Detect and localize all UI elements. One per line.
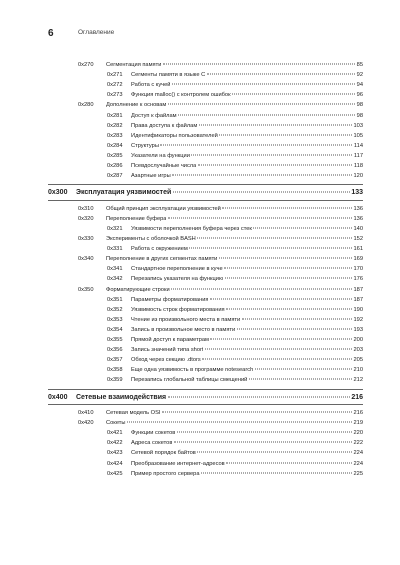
dot-leader (197, 238, 352, 239)
toc-number: 0x281 (107, 112, 123, 119)
dot-leader (226, 308, 352, 309)
toc-page: 216 (353, 410, 363, 416)
toc-number: 0x282 (107, 122, 123, 129)
toc-entry[interactable] (107, 161, 363, 171)
toc-page: 224 (353, 460, 363, 467)
toc-entry[interactable] (107, 375, 363, 385)
toc-title: Общий принцип эксплуатации уязвимостей (106, 205, 221, 212)
toc-page: 205 (353, 357, 363, 364)
page-header (48, 28, 360, 42)
toc-number: 0x284 (107, 142, 123, 149)
toc-number: 0x321 (107, 225, 123, 232)
chapter-rule (48, 404, 363, 405)
toc-number: 0x352 (107, 306, 123, 313)
toc-number: 0x320 (78, 215, 94, 222)
dot-leader (199, 124, 352, 125)
toc-entry[interactable] (78, 214, 363, 224)
dot-leader (201, 472, 352, 473)
toc-page: 187 (353, 286, 363, 293)
toc-entry[interactable] (78, 254, 363, 264)
toc-number: 0x351 (107, 296, 123, 303)
dot-leader (222, 207, 352, 208)
toc-title: Сегменты памяти в языке C (131, 72, 206, 79)
dot-leader (178, 114, 355, 115)
toc-entry[interactable] (107, 335, 363, 345)
toc-chapter[interactable] (48, 393, 363, 403)
toc-page: 98 (356, 102, 363, 109)
toc-entry[interactable] (107, 131, 363, 141)
toc-entry[interactable] (107, 448, 363, 458)
dot-leader (232, 94, 355, 95)
toc-title: Уязвимость строк форматирования (131, 306, 225, 313)
dot-leader (177, 432, 352, 433)
toc-title: Доступ к файлам (131, 112, 177, 119)
dot-leader (127, 422, 352, 423)
toc-entry[interactable] (107, 459, 363, 469)
toc-title: Идентификаторы пользователей (131, 132, 218, 139)
dot-leader (219, 134, 352, 135)
toc-number: 0x421 (107, 430, 123, 437)
toc-number: 0x283 (107, 132, 123, 139)
dot-leader (253, 227, 352, 228)
toc-title: Эксплуатация уязвимостей (76, 189, 172, 197)
toc-title: Обход через секцию .dtors (131, 357, 201, 364)
toc-page: 190 (353, 306, 363, 313)
toc-entry[interactable] (78, 60, 363, 70)
toc-entry[interactable] (107, 295, 363, 305)
toc-entry[interactable] (107, 325, 363, 335)
toc-entry[interactable] (78, 408, 363, 418)
toc-page: 120 (353, 173, 363, 180)
toc-title: Работа с окружением (131, 246, 188, 253)
dot-leader (160, 144, 352, 145)
toc-title: Запись значений типа short (131, 347, 204, 354)
toc-entry[interactable] (107, 315, 363, 325)
toc-entry[interactable] (107, 438, 363, 448)
toc-title: Сетевой порядок байтов (131, 450, 196, 457)
toc-page: 103 (353, 122, 363, 129)
dot-leader (237, 328, 352, 329)
toc-number: 0x354 (107, 326, 123, 333)
toc-title: Сокеты (106, 420, 126, 427)
toc-entry[interactable] (107, 365, 363, 375)
dot-leader (255, 369, 352, 370)
toc-title: Псевдослучайные числа (131, 163, 197, 169)
dot-leader (168, 217, 352, 218)
dot-leader (249, 379, 352, 380)
toc-page: 94 (356, 82, 363, 89)
toc-entry[interactable] (78, 100, 363, 110)
dot-leader (198, 165, 353, 166)
toc-page: 152 (353, 236, 363, 242)
toc-number: 0x420 (78, 420, 94, 427)
toc-title: Еще одна уязвимость в программе notesearch (131, 367, 254, 374)
toc-entry[interactable] (107, 355, 363, 365)
toc-number: 0x350 (78, 286, 94, 293)
toc-title: Перезапись глобальной таблицы смещений (131, 377, 248, 384)
dot-leader (210, 339, 352, 340)
toc-title: Чтение из произвольного места в памяти (131, 316, 241, 323)
toc-number: 0x400 (48, 393, 68, 401)
toc-page: 193 (353, 326, 363, 333)
toc-entry[interactable] (107, 151, 363, 161)
dot-leader (163, 64, 355, 65)
toc-title: Пример простого сервера (131, 470, 200, 477)
toc-number: 0x424 (107, 460, 123, 467)
toc-title: Сетевые взаимодействия (76, 393, 167, 401)
dot-leader (168, 104, 355, 105)
dot-leader (210, 298, 352, 299)
toc-page: 222 (353, 440, 363, 447)
toc-title: Функция malloc() с контролем ошибок (131, 92, 231, 99)
toc-entry[interactable] (107, 469, 363, 479)
toc-entry[interactable] (107, 274, 363, 284)
dot-leader (226, 462, 352, 463)
toc-page: 212 (353, 377, 363, 384)
toc-number: 0x300 (48, 189, 68, 197)
toc-entry[interactable] (107, 111, 363, 121)
toc-entry[interactable] (107, 244, 363, 254)
toc-entry[interactable] (107, 264, 363, 274)
toc-title: Перезапись указателя на функцию (131, 276, 224, 283)
chapter-rule (48, 184, 363, 185)
toc-entry[interactable] (78, 204, 363, 214)
toc-page: 187 (353, 296, 363, 303)
toc-title: Структуры (131, 142, 159, 149)
toc-number: 0x410 (78, 410, 94, 416)
toc-entry[interactable] (107, 305, 363, 315)
dot-leader (162, 412, 352, 413)
dot-leader (171, 288, 352, 289)
toc-page: 216 (351, 393, 363, 401)
dot-leader (242, 318, 352, 319)
toc-page: 192 (353, 316, 363, 323)
toc-entry[interactable] (107, 224, 363, 234)
toc-number: 0x341 (107, 266, 123, 273)
dot-leader (172, 175, 352, 176)
toc-page: 219 (353, 420, 363, 427)
toc-page: 170 (353, 266, 363, 273)
toc-title: Азартные игры (131, 173, 171, 180)
toc-title: Сетевая модель OSI (106, 410, 161, 416)
toc-page: 117 (353, 152, 363, 159)
toc-entry[interactable] (107, 345, 363, 355)
toc-page: 92 (356, 72, 363, 79)
toc-page: 161 (353, 246, 363, 253)
dot-leader (197, 452, 352, 453)
toc-title: Переполнение буфера (106, 215, 167, 222)
toc-number: 0x286 (107, 163, 123, 169)
toc-title: Дополнение к основам (106, 102, 167, 109)
toc-title: Сегментация памяти (106, 62, 162, 68)
toc-number: 0x280 (78, 102, 94, 109)
toc-page: 105 (353, 132, 363, 139)
toc-number: 0x342 (107, 276, 123, 283)
running-title: Оглавление (78, 29, 115, 36)
toc-chapter[interactable] (48, 188, 363, 198)
toc-entry[interactable] (107, 171, 363, 181)
toc-number: 0x359 (107, 377, 123, 384)
dot-leader (189, 248, 352, 249)
dot-leader (202, 359, 352, 360)
toc-number: 0x272 (107, 82, 123, 89)
toc-title: Прямой доступ к параметрам (131, 337, 209, 343)
toc-page: 140 (353, 225, 363, 232)
toc-page: 203 (353, 347, 363, 354)
toc-page: 85 (356, 62, 363, 68)
toc-page: 176 (353, 276, 363, 283)
toc-title: Уязвимости переполнения буфера через стек (131, 225, 252, 232)
toc-number: 0x358 (107, 367, 123, 374)
toc-title: Права доступа к файлам (131, 122, 198, 129)
toc-entry[interactable] (107, 141, 363, 151)
toc-number: 0x423 (107, 450, 123, 457)
dot-leader (173, 192, 350, 193)
toc-number: 0x287 (107, 173, 123, 180)
dot-leader (191, 154, 352, 155)
toc-page: 225 (353, 470, 363, 477)
toc-number: 0x422 (107, 440, 123, 447)
toc-title: Стандартное переполнение в куче (131, 266, 223, 273)
chapter-rule (48, 389, 363, 390)
toc-page: 169 (353, 256, 363, 263)
toc-title: Адреса сокетов (131, 440, 173, 447)
toc-page: 136 (353, 205, 363, 212)
toc-title: Форматирующие строки (106, 286, 170, 293)
toc-page: 133 (351, 189, 363, 197)
chapter-rule (48, 200, 363, 201)
dot-leader (207, 74, 355, 75)
toc-page: 224 (353, 450, 363, 457)
toc-entry[interactable] (107, 121, 363, 131)
toc-number: 0x271 (107, 72, 123, 79)
dot-leader (219, 258, 352, 259)
dot-leader (205, 349, 352, 350)
toc-entry[interactable] (78, 418, 363, 428)
dot-leader (168, 396, 350, 397)
toc-number: 0x357 (107, 357, 123, 364)
toc-page: 210 (353, 367, 363, 374)
toc-page: 118 (353, 163, 363, 169)
toc-title: Указатели на функции (131, 152, 190, 159)
toc-title: Работа с кучей (131, 82, 171, 89)
toc-number: 0x331 (107, 246, 123, 253)
toc-number: 0x425 (107, 470, 123, 477)
toc-number: 0x356 (107, 347, 123, 354)
toc-number: 0x330 (78, 236, 94, 242)
dot-leader (174, 442, 352, 443)
dot-leader (225, 278, 352, 279)
toc-page: 96 (356, 92, 363, 99)
toc-number: 0x353 (107, 316, 123, 323)
toc-title: Параметры форматирования (131, 296, 209, 303)
toc-title: Эксперименты с оболочкой BASH (106, 236, 196, 242)
toc-number: 0x340 (78, 256, 94, 263)
toc-number: 0x285 (107, 152, 123, 159)
toc-page: 114 (353, 142, 363, 149)
toc-title: Запись в произвольное место в памяти (131, 326, 236, 333)
toc-number: 0x273 (107, 92, 123, 99)
toc-number: 0x355 (107, 337, 123, 343)
toc-entry[interactable] (107, 70, 363, 80)
toc-page: 136 (353, 215, 363, 222)
toc-entry[interactable] (107, 428, 363, 438)
toc-page: 200 (353, 337, 363, 343)
dot-leader (172, 84, 355, 85)
toc-page: 98 (356, 112, 363, 119)
toc-entry[interactable] (107, 90, 363, 100)
toc-title: Функции сокетов (131, 430, 176, 437)
page-number: 6 (48, 28, 54, 39)
toc-entry[interactable] (78, 234, 363, 244)
toc-number: 0x310 (78, 205, 94, 212)
dot-leader (224, 268, 352, 269)
toc-page: 220 (353, 430, 363, 437)
toc-entry[interactable] (78, 285, 363, 295)
toc-title: Преобразование интернет-адресов (131, 460, 225, 467)
toc-number: 0x270 (78, 62, 94, 68)
toc-title: Переполнение в других сегментах памяти (106, 256, 218, 263)
toc-entry[interactable] (107, 80, 363, 90)
